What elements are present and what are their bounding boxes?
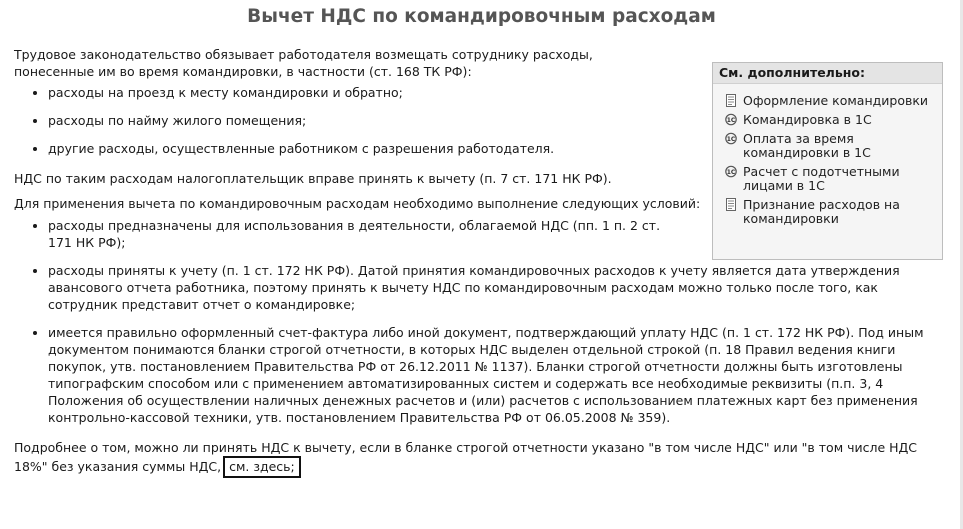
see-also-sidebar <box>712 62 943 260</box>
condition-ref-link[interactable]: (п. 18 Правил ведения книги покупок, утв. постановлением Правительства РФ от 26.12.2011 № 1137) <box>48 342 896 374</box>
sidebar-header: См. дополнительно: <box>713 63 942 84</box>
vat-deduction-paragraph: НДС по таким расходам налогоплательщик вправе принять к вычету (п. 7 ст. 171 НК РФ). <box>14 171 612 186</box>
condition-ref-link[interactable]: (п. 1 ст. 172 НК РФ) <box>722 325 851 340</box>
conditions-intro: Для применения вычета по командировочным расходам необходимо выполнение следующих условий: <box>14 196 701 211</box>
list-item: расходы по найму жилого помещения; <box>14 112 944 129</box>
condition-ref-link[interactable]: (п. 1 ст. 172 НК РФ) <box>221 263 350 278</box>
more-paragraph: Подробнее о том, можно ли принять НДС к вычету, если в бланке строгой отчетности указано "в том числе НДС" или "в том числе НДС 18%" без указания суммы НДС, см. здесь; <box>14 439 939 478</box>
list-item: расходы предназначены для использования в деятельности, облагаемой НДС (пп. 1 п. 2 ст. 171 НК РФ); <box>14 217 668 251</box>
condition-ref-link[interactable]: (п.п. 3, 4 Положения об осуществлении наличных денежных расчетов и (или) расчетов с использованием платежных карт без применения контрольно-кассовой техники, утв. постановлением Правительства РФ от 06.05.2008 № 359) <box>48 376 918 425</box>
document-icon <box>725 94 737 107</box>
sidebar-item-trip-1c[interactable] <box>723 113 936 127</box>
sidebar-item-label: Расчет с подотчетными лицами в 1С <box>743 164 900 193</box>
svg-text:1С: 1С <box>726 136 736 143</box>
1c-icon <box>725 165 737 178</box>
sidebar-item-label: Оформление командировки <box>743 93 929 108</box>
svg-text:1С: 1С <box>726 117 736 124</box>
sidebar-list <box>713 84 942 226</box>
list-item: расходы на проезд к месту командировки и обратно; <box>14 84 944 101</box>
sidebar-item-expense-recognition[interactable] <box>723 198 936 226</box>
sidebar-item-accountable-1c[interactable] <box>723 165 936 193</box>
nk-171-link[interactable]: (п. 7 ст. 171 НК РФ) <box>479 171 608 186</box>
vat-deduction-link[interactable]: НДС к вычету <box>261 440 352 455</box>
page-title: Вычет НДС по командировочным расходам <box>247 6 716 27</box>
sidebar-item-trip-pay-1c[interactable] <box>723 132 936 160</box>
condition-ref-link[interactable]: (пп. 1 п. 2 ст. 171 НК РФ) <box>48 218 661 250</box>
list-item: расходы приняты к учету (п. 1 ст. 172 НК РФ). Датой принятия командировочных расходов к учету является дата утверждения авансового отчета работника, поэтому принять к вычету НДС по командировочным расходам можно только после того, как сотрудник представит отчет о командировке; <box>14 262 936 313</box>
tk-168-link[interactable]: (ст. 168 ТК РФ) <box>368 64 468 79</box>
1c-icon <box>725 113 737 126</box>
sidebar-item-label: Командировка в 1С <box>743 112 872 127</box>
sidebar-item-label: Оплата за время командировки в 1С <box>743 131 871 160</box>
document-icon <box>725 198 737 211</box>
svg-text:1С: 1С <box>726 169 736 176</box>
1c-icon <box>725 132 737 145</box>
see-here-link[interactable]: см. здесь; <box>223 456 301 478</box>
list-item: другие расходы, осуществленные работником с разрешения работодателя. <box>14 140 944 157</box>
sidebar-item-trip-registration[interactable] <box>723 94 936 108</box>
intro-paragraph: Трудовое законодательство обязывает работодателя возмещать сотруднику расходы, понесенные им во время командировки, в частности (ст. 168 ТК РФ): <box>14 47 593 79</box>
sidebar-item-label: Признание расходов на командировки <box>743 197 900 226</box>
list-item: имеется правильно оформленный счет-фактура либо иной документ, подтверждающий уплату НДС (п. 1 ст. 172 НК РФ). Под иным документом понимаются бланки строгой отчетности, в которых НДС выделен отдельной строкой (п. 18 Правил ведения книги покупок, утв. постановлением Правительства РФ от 26.12.2011 № 1137). Бланки строгой отчетности должны быть изготовлены типографским способом или с применением автоматизированных систем и содержать все необходимые реквизиты (п.п. 3, 4 Положения об осуществлении наличных денежных расчетов и (или) расчетов с использованием платежных карт без применения контрольно-кассовой техники, утв. постановлением Правительства РФ от 06.05.2008 № 359). <box>14 324 936 426</box>
